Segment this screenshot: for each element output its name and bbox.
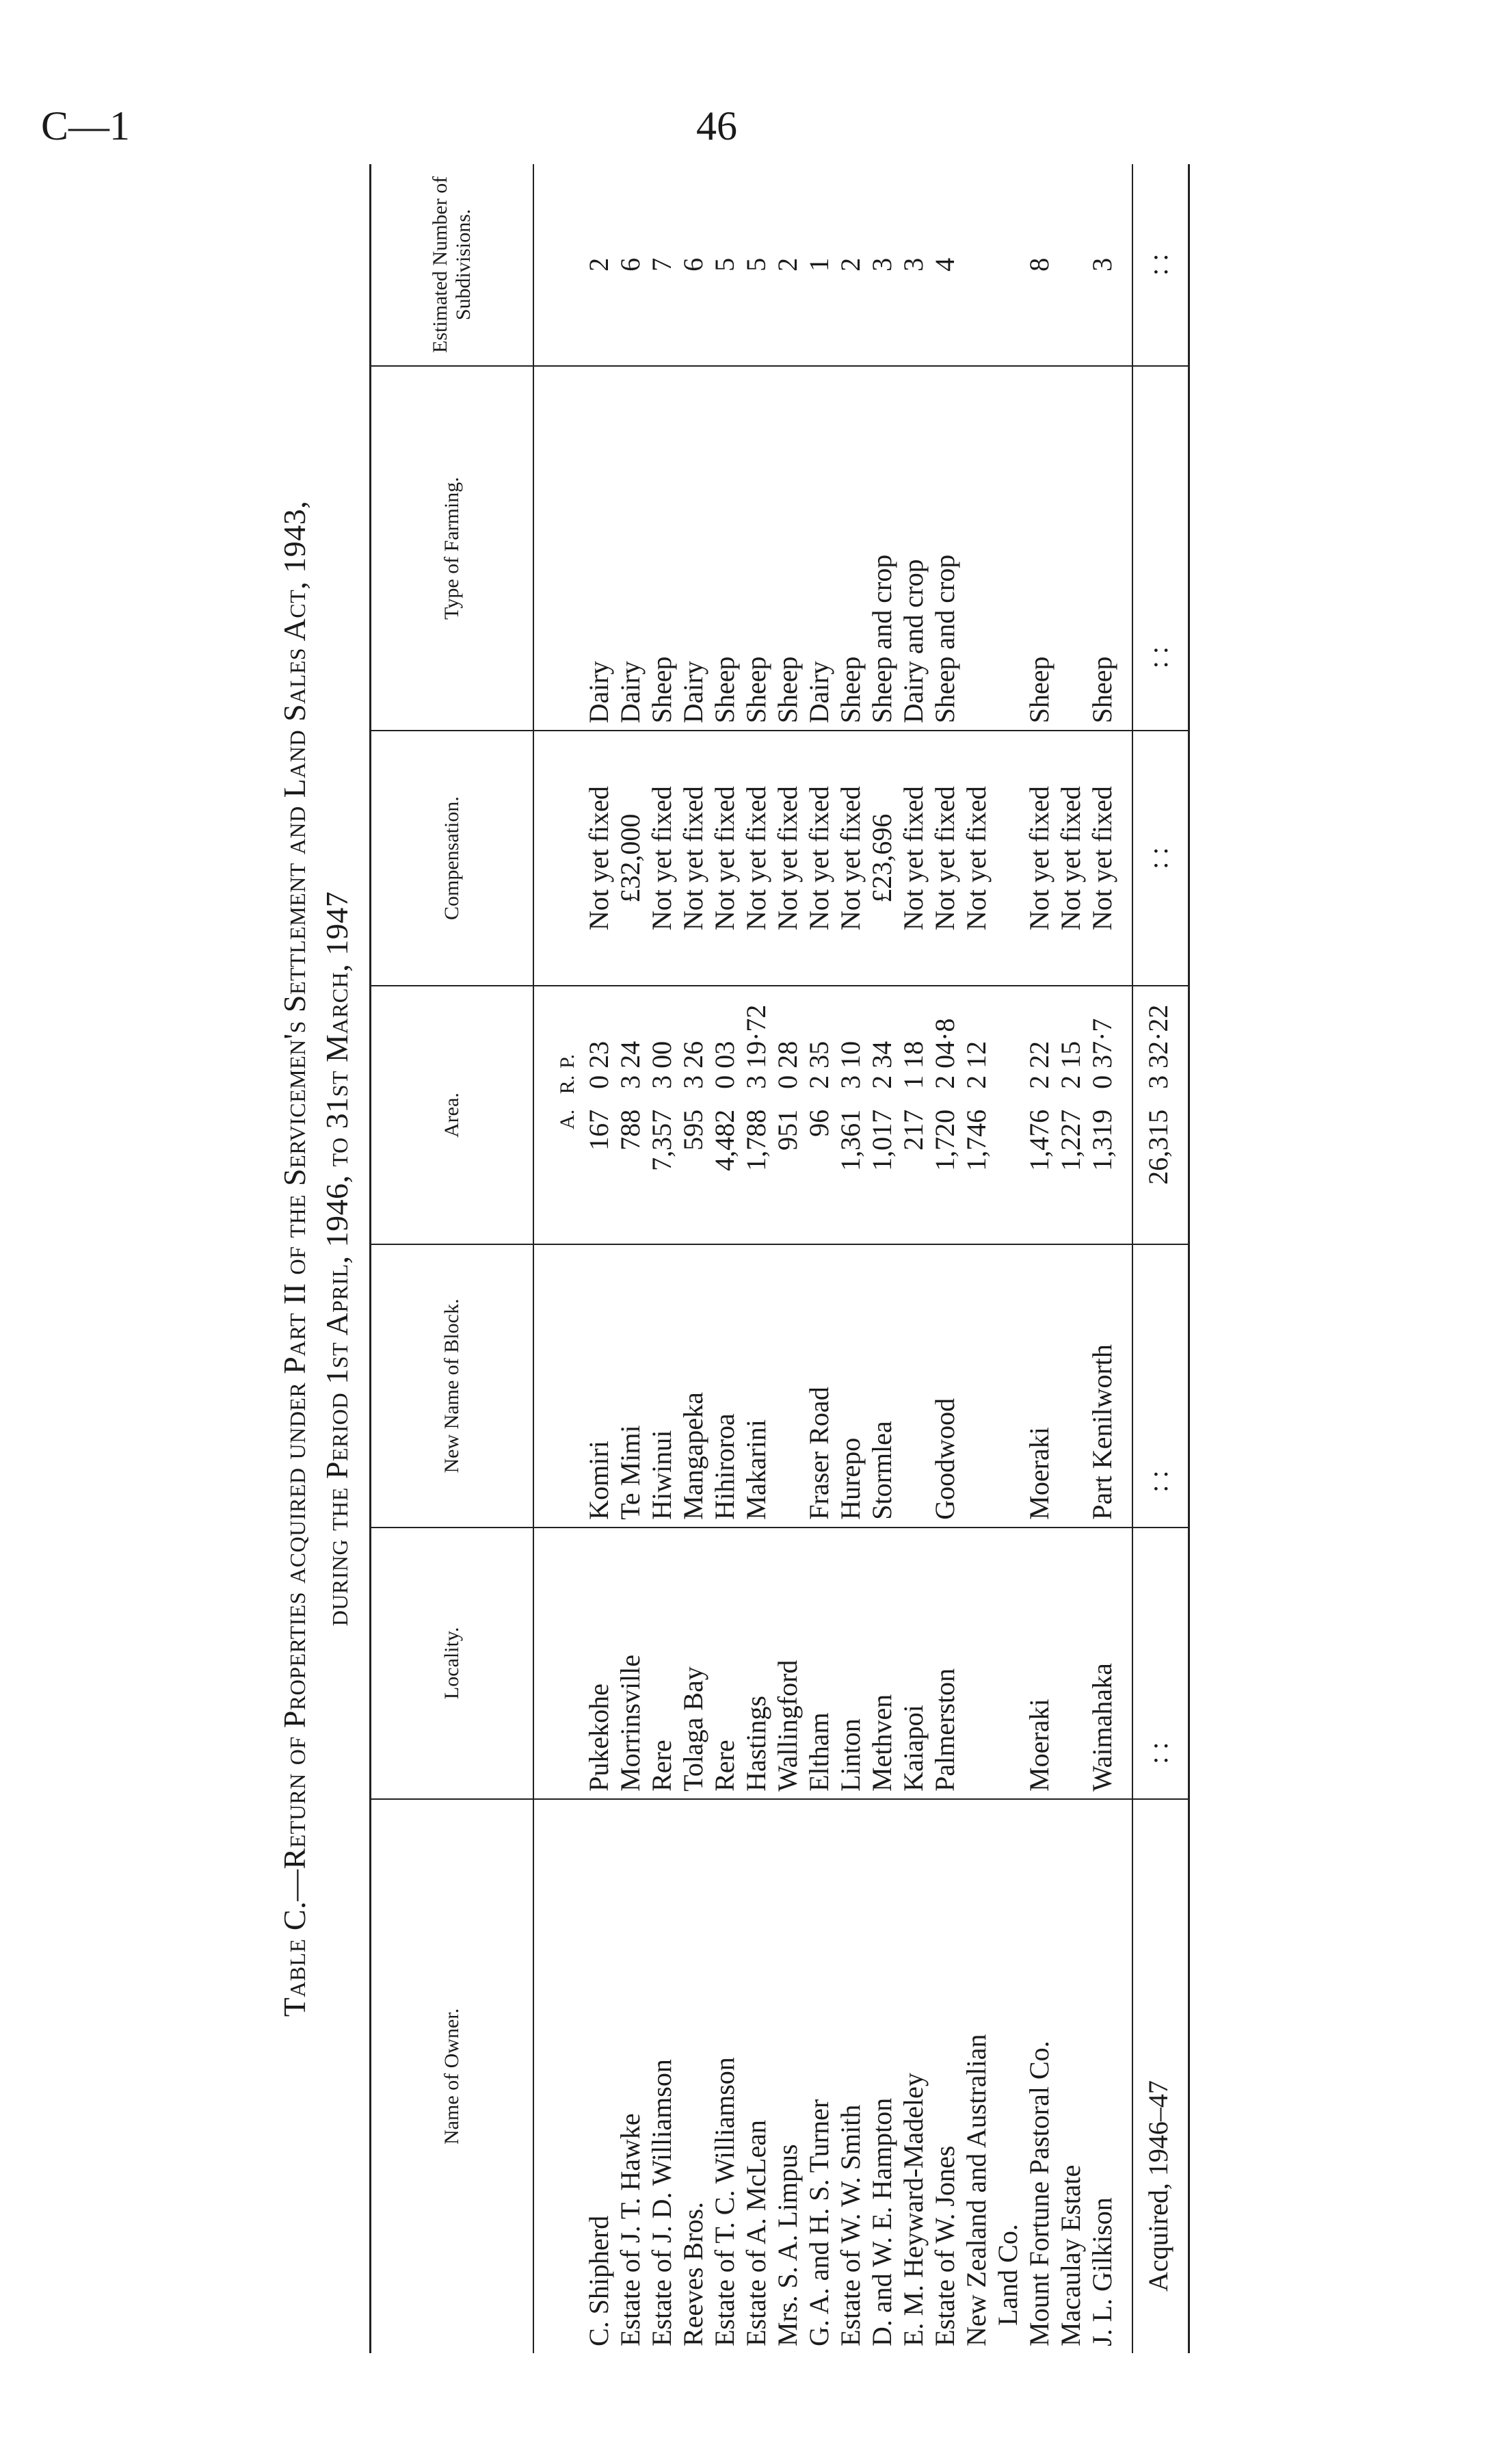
header-block: New Name of Block.: [371, 1244, 534, 1527]
cell-block: Hurepo: [835, 1244, 866, 1527]
cell-subdivisions: 5: [741, 164, 772, 366]
cell-compensation: Not yet fixed: [1024, 731, 1055, 986]
cell-compensation: Not yet fixed: [772, 731, 804, 986]
cell-compensation: £32,000: [615, 731, 646, 986]
cell-area: 1,720204·8: [929, 986, 961, 1244]
properties-table: [369, 164, 1190, 2353]
cell-compensation: Not yet fixed: [741, 731, 772, 986]
cell-block: Fraser Road: [804, 1244, 835, 1527]
cell-block: Hiwinui: [646, 1244, 678, 1527]
cell-farming: Sheep: [741, 366, 772, 731]
cell-owner: D. and W. E. Hampton: [866, 2097, 897, 2346]
cell-subdivisions: 3: [866, 164, 898, 366]
cell-owner: Estate of J. T. Hawke: [615, 2113, 646, 2346]
cell-compensation: Not yet fixed: [646, 731, 678, 986]
cell-farming: Sheep: [772, 366, 804, 731]
cell-owner: New Zealand and Australian Land Co.: [961, 2034, 1023, 2346]
title-line-2: during the Period 1st April, 1946, to 31st March, 1947: [319, 891, 354, 1627]
cell-owner: Estate of J. D. Williamson: [646, 2059, 677, 2346]
table-row: [615, 164, 646, 2353]
cell-block: Komiri: [583, 1244, 615, 1527]
cell-compensation: Not yet fixed: [804, 731, 835, 986]
cell-compensation: Not yet fixed: [898, 731, 929, 986]
table-row: [678, 164, 709, 2353]
total-farming-dots: : :: [1132, 366, 1189, 731]
cell-owner: J. L. Gilkison: [1087, 2197, 1117, 2346]
header-farming: Type of Farming.: [371, 366, 534, 731]
table-row: [583, 164, 615, 2353]
cell-area: 788324: [615, 986, 646, 1244]
cell-area: 595326: [678, 986, 709, 1244]
cell-farming: Sheep: [709, 366, 741, 731]
table-row: [898, 164, 929, 2353]
cell-area: 217118: [898, 986, 929, 1244]
table-row: [804, 164, 835, 2353]
cell-subdivisions: 2: [583, 164, 615, 366]
rotated-table-region: [274, 164, 1286, 2353]
page-code: C—1: [41, 103, 131, 148]
table-row: [772, 164, 804, 2353]
cell-locality: Morrinsville: [615, 1528, 646, 1799]
cell-locality: Tolaga Bay: [678, 1528, 709, 1799]
cell-subdivisions: 3: [1087, 164, 1132, 366]
cell-subdivisions: 4: [929, 164, 961, 366]
cell-locality: [1055, 1528, 1087, 1799]
header-subdivisions: Estimated Number of Subdivisions.: [371, 164, 534, 366]
table-row: [709, 164, 741, 2353]
table-row: [866, 164, 898, 2353]
table-body: [533, 164, 1132, 2353]
cell-locality: Methven: [866, 1528, 898, 1799]
cell-farming: Sheep: [1024, 366, 1055, 731]
cell-block: Moeraki: [1024, 1244, 1055, 1527]
cell-area: 1,361310: [835, 986, 866, 1244]
cell-owner: Estate of W. Jones: [929, 2145, 960, 2346]
cell-owner: Macaulay Estate: [1055, 2164, 1086, 2346]
cell-locality: Hastings: [741, 1528, 772, 1799]
cell-block: [772, 1244, 804, 1527]
cell-locality: Linton: [835, 1528, 866, 1799]
cell-compensation: Not yet fixed: [835, 731, 866, 986]
cell-area: 1,227215: [1055, 986, 1087, 1244]
cell-locality: Rere: [709, 1528, 741, 1799]
cell-area: 1,788319·72: [741, 986, 772, 1244]
total-area: 26,315332·22: [1132, 986, 1189, 1244]
cell-subdivisions: [1055, 164, 1087, 366]
cell-owner: Mount Fortune Pastoral Co.: [1024, 2041, 1055, 2346]
cell-farming: Dairy: [583, 366, 615, 731]
cell-block: Hihiroroa: [709, 1244, 741, 1527]
table-title: [274, 164, 358, 2353]
cell-block: [961, 1244, 1024, 1527]
cell-owner: C. Shipherd: [583, 2215, 614, 2346]
cell-subdivisions: 7: [646, 164, 678, 366]
cell-compensation: Not yet fixed: [709, 731, 741, 986]
cell-farming: Dairy and crop: [898, 366, 929, 731]
cell-area: 1,746212: [961, 986, 1024, 1244]
cell-subdivisions: 2: [772, 164, 804, 366]
cell-owner: Estate of W. W. Smith: [835, 2104, 866, 2346]
area-units: A.R.P.: [533, 986, 583, 1244]
cell-subdivisions: 6: [615, 164, 646, 366]
table-row: [1055, 164, 1087, 2353]
cell-block: Stormlea: [866, 1244, 898, 1527]
cell-area: 1,476222: [1024, 986, 1055, 1244]
total-label: Acquired, 1946–47: [1132, 1799, 1189, 2353]
cell-farming: Sheep: [835, 366, 866, 731]
total-locality-dots: : :: [1132, 1528, 1189, 1799]
cell-compensation: £23,696: [866, 731, 898, 986]
cell-farming: Dairy: [678, 366, 709, 731]
cell-owner: Estate of A. McLean: [741, 2120, 771, 2346]
cell-block: Part Kenilworth: [1087, 1244, 1132, 1527]
cell-owner: E. M. Heyward-Madeley: [898, 2073, 929, 2346]
title-line-1: Table C.—Return of Properties acquired under Part II of the Servicemen's Settlement and Land Sales Act, 1943,: [277, 500, 312, 2017]
cell-farming: [1055, 366, 1087, 731]
cell-farming: Sheep and crop: [866, 366, 898, 731]
cell-locality: Moeraki: [1024, 1528, 1055, 1799]
total-block-dots: : :: [1132, 1244, 1189, 1527]
cell-subdivisions: 6: [678, 164, 709, 366]
cell-locality: Kaiapoi: [898, 1528, 929, 1799]
cell-block: Mangapeka: [678, 1244, 709, 1527]
header-owner: Name of Owner.: [371, 1799, 534, 2353]
cell-compensation: Not yet fixed: [678, 731, 709, 986]
area-units-row: [533, 164, 583, 2353]
cell-locality: Eltham: [804, 1528, 835, 1799]
cell-locality: Waimahaka: [1087, 1528, 1132, 1799]
cell-compensation: Not yet fixed: [961, 731, 1024, 986]
cell-block: Makarini: [741, 1244, 772, 1527]
cell-subdivisions: [961, 164, 1024, 366]
cell-area: 4,482003: [709, 986, 741, 1244]
header-area: Area.: [371, 986, 534, 1244]
cell-locality: [961, 1528, 1024, 1799]
table-row: [1024, 164, 1055, 2353]
table-row: [741, 164, 772, 2353]
header-compensation: Compensation.: [371, 731, 534, 986]
header-locality: Locality.: [371, 1528, 534, 1799]
cell-subdivisions: 2: [835, 164, 866, 366]
table-row: [961, 164, 1024, 2353]
cell-area: 951028: [772, 986, 804, 1244]
cell-block: [1055, 1244, 1087, 1527]
cell-subdivisions: 5: [709, 164, 741, 366]
page-number: 46: [696, 103, 737, 148]
cell-area: 7,357300: [646, 986, 678, 1244]
cell-farming: Sheep and crop: [929, 366, 961, 731]
total-est-dots: : :: [1132, 164, 1189, 366]
cell-subdivisions: 1: [804, 164, 835, 366]
cell-block: Goodwood: [929, 1244, 961, 1527]
cell-compensation: Not yet fixed: [1055, 731, 1087, 986]
total-row: [1132, 164, 1189, 2353]
cell-farming: Dairy: [615, 366, 646, 731]
cell-compensation: Not yet fixed: [583, 731, 615, 986]
cell-area: 96235: [804, 986, 835, 1244]
cell-area: 1,017234: [866, 986, 898, 1244]
cell-owner: Reeves Bros.: [678, 2201, 708, 2346]
cell-owner: Estate of T. C. Williamson: [709, 2057, 740, 2346]
table-row: [835, 164, 866, 2353]
cell-block: Te Mimi: [615, 1244, 646, 1527]
cell-area: 1,319037·7: [1087, 986, 1132, 1244]
table-row: [1087, 164, 1132, 2353]
cell-locality: Pukekohe: [583, 1528, 615, 1799]
cell-owner: G. A. and H. S. Turner: [804, 2099, 834, 2346]
table-row: [929, 164, 961, 2353]
cell-block: [898, 1244, 929, 1527]
cell-farming: Sheep: [646, 366, 678, 731]
cell-farming: Sheep: [1087, 366, 1132, 731]
cell-area: 167023: [583, 986, 615, 1244]
cell-locality: Palmerston: [929, 1528, 961, 1799]
cell-owner: Mrs. S. A. Limpus: [772, 2144, 803, 2346]
total-comp-dots: : :: [1132, 731, 1189, 986]
cell-compensation: Not yet fixed: [929, 731, 961, 986]
cell-locality: Wallingford: [772, 1528, 804, 1799]
cell-locality: Rere: [646, 1528, 678, 1799]
cell-subdivisions: 8: [1024, 164, 1055, 366]
cell-farming: [961, 366, 1024, 731]
table-row: [646, 164, 678, 2353]
cell-subdivisions: 3: [898, 164, 929, 366]
cell-compensation: Not yet fixed: [1087, 731, 1132, 986]
cell-farming: Dairy: [804, 366, 835, 731]
